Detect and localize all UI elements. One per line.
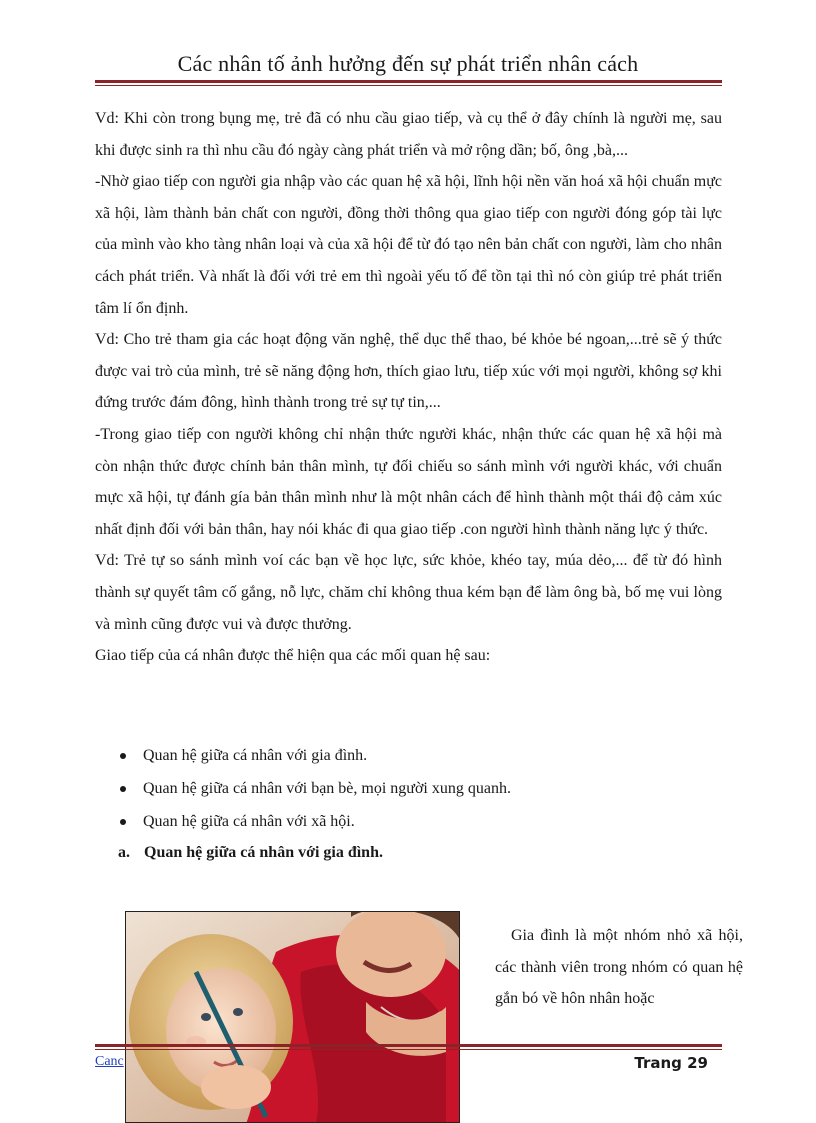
- list-item: [95, 739, 722, 772]
- paragraph: -Nhờ giao tiếp con người gia nhập vào các quan hệ xã hội, lĩnh hội nền văn hoá xã hội chuẩn mực xã hội, làm thành bản chất con người, đồng thời thông qua giao tiếp con người đóng góp tài lực của mình vào kho tàng nhân loại và của xã hội để từ đó tạo nên bản chất con người, làm cho nhân cách phát triển. Và nhất là đối với trẻ em thì ngoài yếu tố để tồn tại thì nó còn giúp trẻ phát triển tâm lí ổn định.: [95, 173, 722, 317]
- list-item: [95, 772, 722, 805]
- footer-rule-thick: [95, 1044, 722, 1047]
- section-heading-label: a.: [118, 844, 130, 861]
- paragraph: -Trong giao tiếp con người không chỉ nhận thức người khác, nhận thức các quan hệ xã hội mà còn nhận thức được chính bản thân mình, tự đối chiếu so sánh mình với người khác, với chuẩn mực xã hội, tự đánh gía bản thân mình như là một nhân cách để hình thành một thái độ cảm xúc nhất định đối với bản thân, hay nói khác đi qua giao tiếp .con người hình thành năng lực ý thức.: [95, 425, 722, 538]
- list-item-text: Quan hệ giữa cá nhân với gia đình.: [143, 747, 368, 764]
- mother-child-photo-icon: [126, 912, 460, 1123]
- side-paragraph: Gia đình là một nhóm nhỏ xã hội, các thành viên trong nhóm có quan hệ gắn bó về hôn nhân hoặc: [495, 927, 743, 1007]
- paragraph: Vd: Cho trẻ tham gia các hoạt động văn nghệ, thể dục thể thao, bé khỏe bé ngoan,...trẻ sẽ ý thức được vai trò của mình, trẻ sẽ năng động hơn, thích giao lưu, tiếp xúc với mọi người, không sợ khi đứng trước đám đông, hình thành trong trẻ sự tự tin,...: [95, 331, 722, 412]
- footer-link[interactable]: Canc: [95, 1054, 124, 1069]
- section-heading: [118, 840, 383, 866]
- paragraph: Giao tiếp của cá nhân được thể hiện qua các mối quan hệ sau:: [95, 647, 491, 665]
- list-item: [95, 805, 722, 838]
- bullet-icon: [120, 786, 126, 792]
- header-rule-thick: [95, 80, 722, 83]
- bullet-icon: [120, 753, 126, 759]
- page-number: Trang 29: [634, 1054, 708, 1072]
- paragraph: Vd: Trẻ tự so sánh mình voí các bạn về học lực, sức khỏe, khéo tay, múa dẻo,... để từ đó hình thành sự quyết tâm cố gắng, nỗ lực, chăm chỉ không thua kém bạn để làm ông bà, bố mẹ vui lòng và mình cũng được vui và được thưởng.: [95, 552, 722, 633]
- section-heading-text: Quan hệ giữa cá nhân với gia đình.: [144, 844, 383, 861]
- body-text: [95, 103, 722, 672]
- family-photo: [125, 911, 460, 1123]
- bullet-list: [95, 739, 722, 838]
- header-rule-thin: [95, 85, 722, 86]
- footer-rule-thin: [95, 1049, 722, 1050]
- list-item-text: Quan hệ giữa cá nhân với xã hội.: [143, 813, 355, 830]
- paragraph: Vd: Khi còn trong bụng mẹ, trẻ đã có nhu cầu giao tiếp, và cụ thể ở đây chính là người mẹ, sau khi được sinh ra thì nhu cầu đó ngày càng phát triển và mở rộng dần; bố, ông ,bà,...: [95, 110, 722, 159]
- bullet-icon: [120, 819, 126, 825]
- page-header-title: Các nhân tố ảnh hưởng đến sự phát triển nhân cách: [177, 51, 639, 76]
- list-item-text: Quan hệ giữa cá nhân với bạn bè, mọi người xung quanh.: [143, 780, 511, 797]
